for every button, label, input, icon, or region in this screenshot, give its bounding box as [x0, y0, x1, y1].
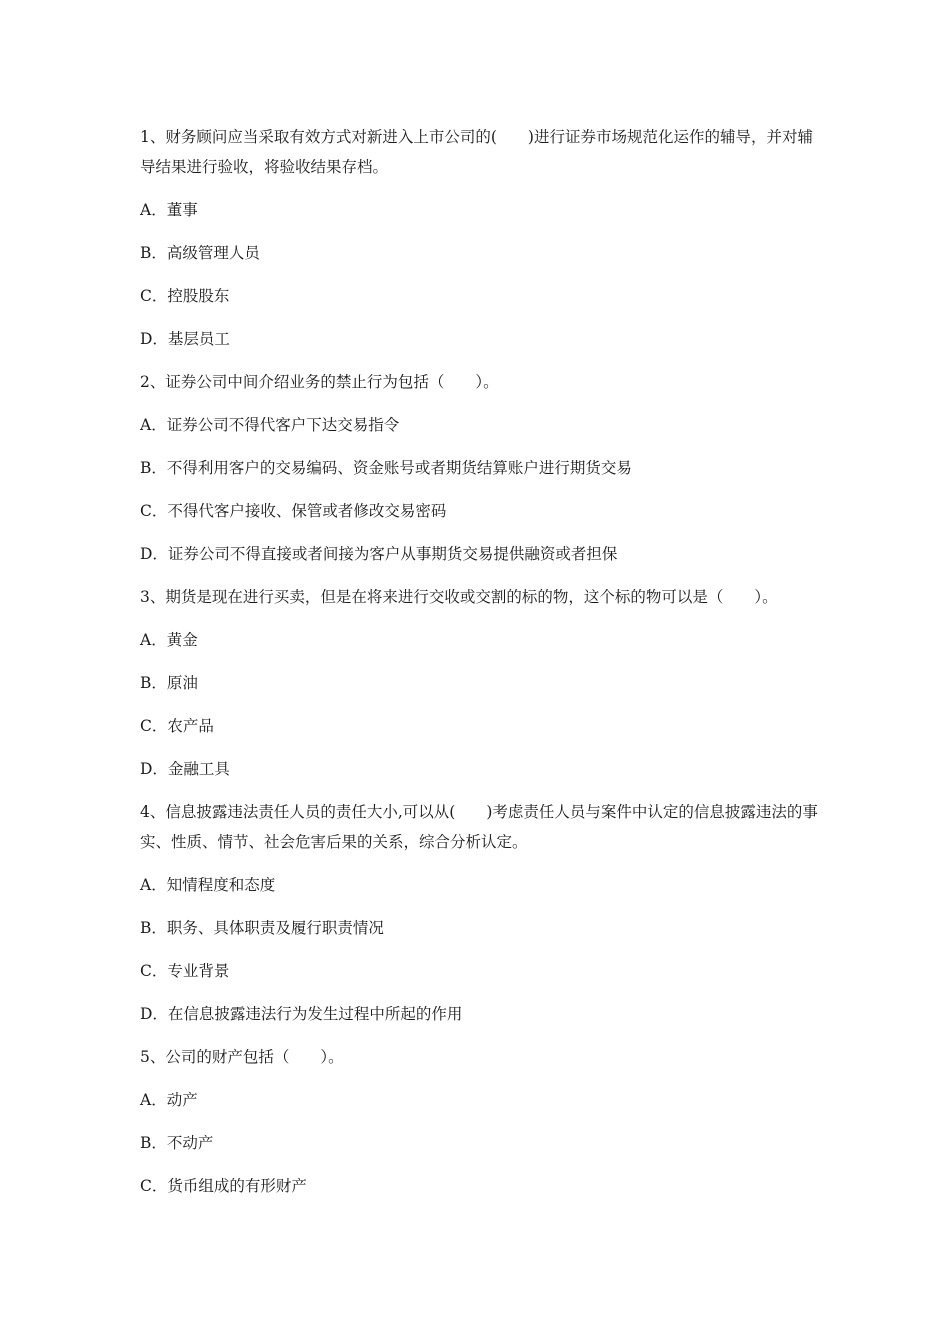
question-2-stem: 2、证券公司中间介绍业务的禁止行为包括（ ）。: [140, 373, 499, 391]
question-1-option-b: B．高级管理人员: [140, 244, 260, 262]
question-5: [140, 1042, 820, 1072]
question-4-option-d: D．在信息披露违法行为发生过程中所起的作用: [140, 1005, 463, 1023]
question-4-option-c: C．专业背景: [140, 962, 230, 980]
question-1-stem: 1、财务顾问应当采取有效方式对新进入上市公司的( )进行证券市场规范化运作的辅导，并对辅导结果进行验收，将验收结果存档。: [140, 128, 813, 176]
question-3-option-b: B．原油: [140, 674, 198, 692]
question-2-option-c: C．不得代客户接收、保管或者修改交易密码: [140, 502, 447, 520]
question-1-option-a: A．董事: [140, 201, 198, 219]
question-5-option-c: C．货币组成的有形财产: [140, 1177, 307, 1195]
question-2-option-d: D．证券公司不得直接或者间接为客户从事期货交易提供融资或者担保: [140, 545, 618, 563]
question-5-option-b: B．不动产: [140, 1134, 214, 1152]
question-3-option-c: C．农产品: [140, 717, 214, 735]
question-3-stem: 3、期货是现在进行买卖，但是在将来进行交收或交割的标的物，这个标的物可以是（ ）。: [140, 588, 778, 606]
question-list: [140, 122, 820, 1214]
question-4-option-a: A．知情程度和态度: [140, 876, 276, 894]
question-3-option-d: D．金融工具: [140, 760, 230, 778]
question-2-option-b: B．不得利用客户的交易编码、资金账号或者期货结算账户进行期货交易: [140, 459, 632, 477]
question-2: [140, 367, 820, 397]
question-3: [140, 582, 820, 612]
question-1: [140, 122, 820, 182]
question-4-option-b: B．职务、具体职责及履行职责情况: [140, 919, 384, 937]
question-1-option-c: C．控股股东: [140, 287, 230, 305]
question-4: [140, 797, 820, 857]
question-2-option-a: A．证券公司不得代客户下达交易指令: [140, 416, 400, 434]
question-4-stem: 4、信息披露违法责任人员的责任大小,可以从( )考虑责任人员与案件中认定的信息披露违法的事实、性质、情节、社会危害后果的关系，综合分析认定。: [140, 803, 818, 851]
question-5-stem: 5、公司的财产包括（ ）。: [140, 1048, 344, 1066]
question-5-option-a: A．动产: [140, 1091, 198, 1109]
question-1-option-d: D．基层员工: [140, 330, 230, 348]
question-3-option-a: A．黄金: [140, 631, 198, 649]
